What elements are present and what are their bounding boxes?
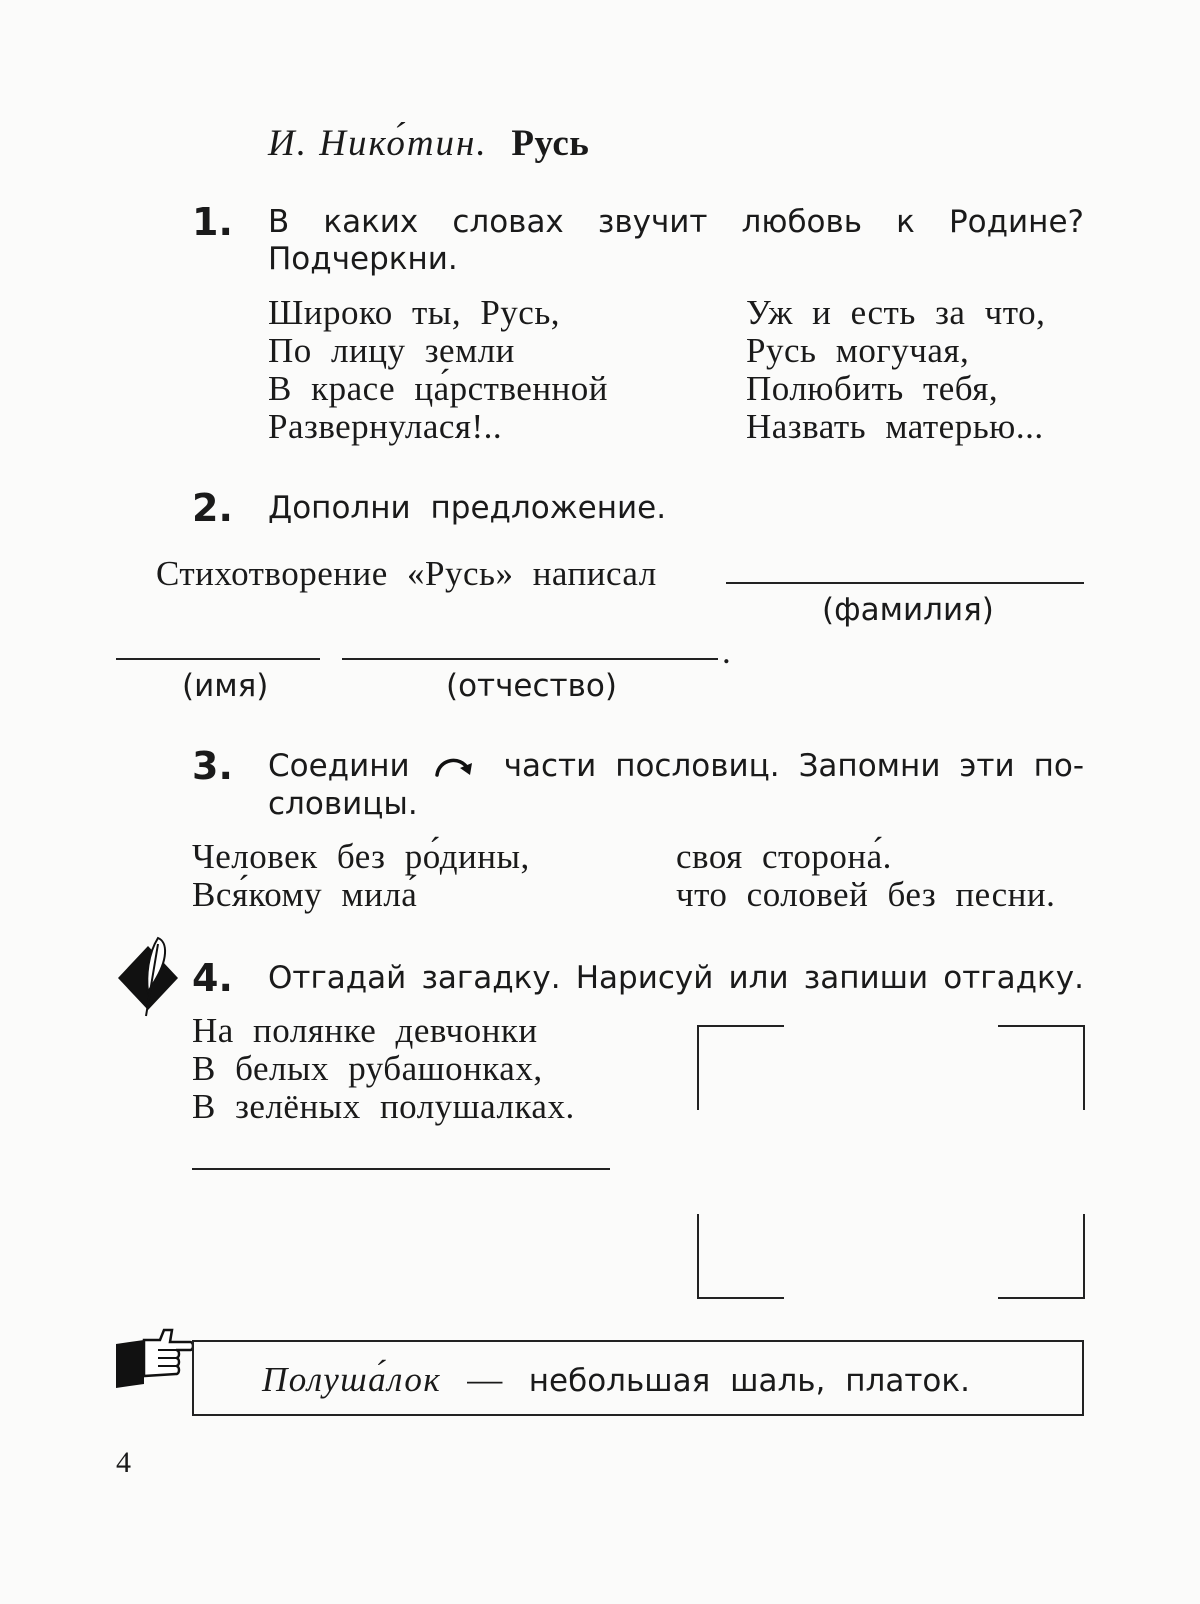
note-dash: — [467, 1360, 503, 1399]
surname-answer-line[interactable] [726, 582, 1084, 584]
patronymic-label: (отчество) [446, 668, 617, 704]
riddle-line: В белых рубашонках, [192, 1049, 543, 1088]
poem-line: Назвать матерью... [746, 407, 1044, 446]
poem-title: Русь [511, 123, 590, 164]
poem-line: В красе ца́рственной [268, 369, 609, 408]
riddle-text [192, 1012, 575, 1126]
task-1-word: к [896, 204, 915, 240]
riddle-line: На полянке девчонки [192, 1011, 538, 1050]
task-3-word: Соедини [268, 748, 410, 784]
task-1-word: В [268, 204, 290, 240]
page-number: 4 [116, 1446, 132, 1479]
poem-right-column [746, 294, 1045, 446]
task-3-word: пословиц. [615, 748, 780, 784]
task-2-instruction: Дополни предложение. [268, 490, 667, 526]
task-1-word: звучит [597, 204, 708, 240]
drawing-area[interactable] [696, 1024, 1086, 1300]
task-4-word: Нарисуй [575, 960, 714, 996]
task-4-word: или [728, 960, 789, 996]
task-2-number: 2. [192, 486, 233, 530]
pointing-hand-icon [114, 1326, 194, 1392]
task-3-word: эти [959, 748, 1015, 784]
sentence-end-dot: . [722, 632, 732, 671]
connect-arrow-icon [432, 751, 476, 781]
name-label: (имя) [182, 668, 269, 704]
creative-task-icon [114, 930, 184, 1020]
task-4-instruction [268, 960, 1084, 996]
task-2-sentence: Стихотворение «Русь» написал [156, 554, 657, 593]
task-3-word: части [503, 748, 597, 784]
task-1-word: любовь [741, 204, 863, 240]
author-name: И. Нико́тин. [268, 123, 488, 164]
riddle-answer-line[interactable] [192, 1168, 610, 1170]
poem-line: Полюбить тебя, [746, 369, 999, 408]
poem-left-column [268, 294, 608, 446]
proverb-left-column [192, 838, 530, 914]
task-1-word: Родине? [948, 204, 1084, 240]
note-definition: небольшая шаль, платок. [528, 1363, 970, 1399]
task-3-instruction-line2: словицы. [268, 786, 418, 822]
proverb-end[interactable]: своя сторона́. [676, 837, 892, 876]
task-4-word: загадку. [421, 960, 561, 996]
poem-line: Широко ты, Русь, [268, 293, 561, 332]
task-4-word: Отгадай [268, 960, 407, 996]
note-term: Полуша́лок [262, 1360, 442, 1399]
task-4-word: отгадку. [943, 960, 1084, 996]
task-1-number: 1. [192, 200, 233, 244]
task-4-word: запиши [803, 960, 929, 996]
name-answer-line[interactable] [116, 658, 320, 660]
poem-line: Русь могучая, [746, 331, 970, 370]
riddle-line: В зелёных полушалках. [192, 1087, 575, 1126]
proverb-end[interactable]: что соловей без песни. [676, 875, 1056, 914]
task-1-instruction-line1 [268, 204, 1084, 240]
task-1-instruction-line2: Подчеркни. [268, 241, 458, 277]
page-title [268, 122, 589, 165]
poem-line: По лицу земли [268, 331, 515, 370]
task-3-instruction-line1 [268, 748, 1084, 784]
note-text [262, 1360, 970, 1400]
task-4-number: 4. [192, 956, 233, 1000]
poem-line: Уж и есть за что, [746, 293, 1046, 332]
surname-label: (фамилия) [822, 592, 994, 628]
poem-line: Развернулася!.. [268, 407, 503, 446]
proverb-start[interactable]: Вся́кому мила́ [192, 875, 418, 914]
task-1-word: словах [452, 204, 564, 240]
task-3-word: по- [1033, 748, 1084, 784]
task-3-word: Запомни [798, 748, 941, 784]
proverb-right-column [676, 838, 1055, 914]
patronymic-answer-line[interactable] [342, 658, 718, 660]
task-1-word: каких [323, 204, 419, 240]
proverb-start[interactable]: Человек без ро́дины, [192, 837, 530, 876]
task-3-number: 3. [192, 744, 233, 788]
